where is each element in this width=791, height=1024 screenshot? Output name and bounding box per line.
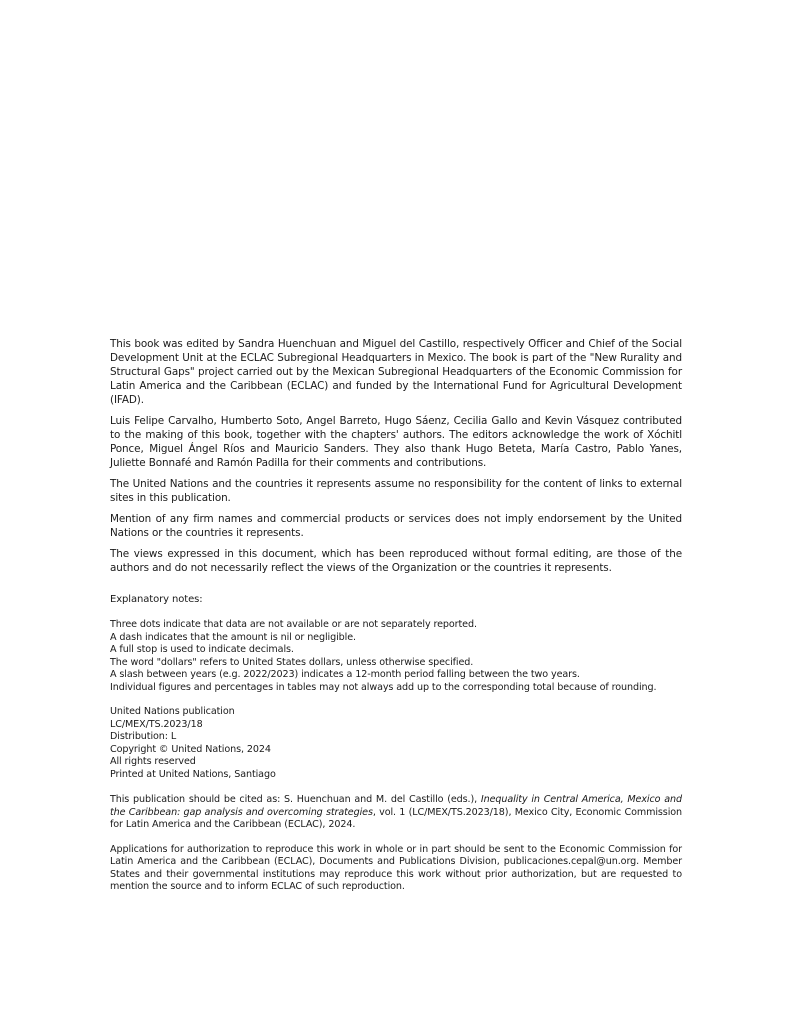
citation-title: Inequality in Central America, Mexico and the Caribbean: gap analysis and overcoming strategies [110, 794, 682, 818]
note-item: A full stop is used to indicate decimals. [110, 644, 294, 655]
note-item: Three dots indicate that data are not available or are not separately reported. [110, 619, 477, 630]
rights-reserved: All rights reserved [110, 756, 196, 767]
note-item: The word "dollars" refers to United States dollars, unless otherwise specified. [110, 656, 474, 668]
citation-suffix: , vol. 1 (LC/MEX/TS.2023/18), Mexico City, Economic Commission for Latin America and the Caribbean (ECLAC), 2024. [110, 806, 683, 830]
publication-type: United Nations publication [110, 706, 235, 717]
contributors-paragraph: Luis Felipe Carvalho, Humberto Soto, Angel Barreto, Hugo Sáenz, Cecilia Gallo and Kevin Vásquez contributed to the making of this book, together with the chapters' authors. The editors acknowledge the work of Xóchitl Ponce, Miguel Ángel Ríos and Mauricio Sanders. They also thank Hugo Beteta, María Castro, Pablo Yanes, Juliette Bonnafé and Ramón Padilla for their comments and contributions. [110, 415, 682, 469]
explanatory-notes [110, 594, 682, 694]
notes-title: Explanatory notes: [110, 594, 203, 605]
links-disclaimer: The United Nations and the countries it represents assume no responsibility for the content of links to external sites in this publication. [110, 478, 682, 504]
citation [110, 794, 682, 832]
printed-at: Printed at United Nations, Santiago [110, 768, 276, 780]
copyright: Copyright © United Nations, 2024 [110, 743, 271, 755]
note-item: A dash indicates that the amount is nil or negligible. [110, 631, 356, 643]
authorization-notice: Applications for authorization to reproduce this work in whole or in part should be sent to the Economic Commission for Latin America and the Caribbean (ECLAC), Documents and Publications Division, publicaciones.cepal@un.org. Member States and their governmental institutions may reproduce this work without prior authorization, but are requested to mention the source and to inform ECLAC of such reproduction. [110, 843, 682, 892]
copyright-page [110, 337, 682, 894]
distribution: Distribution: L [110, 731, 177, 742]
editors-paragraph: This book was edited by Sandra Huenchuan and Miguel del Castillo, respectively Officer and Chief of the Social Development Unit at the ECLAC Subregional Headquarters in Mexico. The book is part of the "New Rurality and Structural Gaps" project carried out by the Mexican Subregional Headquarters of the Economic Commission for Latin America and the Caribbean (ECLAC) and funded by the International Fund for Agricultural Development (IFAD). [110, 338, 682, 406]
citation-prefix: This publication should be cited as: S. Huenchuan and M. del Castillo (eds.), [110, 794, 481, 805]
note-item: A slash between years (e.g. 2022/2023) indicates a 12-month period falling between the two years. [110, 669, 580, 680]
document-symbol: LC/MEX/TS.2023/18 [110, 718, 203, 730]
views-disclaimer: The views expressed in this document, which has been reproduced without formal editing, are those of the authors and do not necessarily reflect the views of the Organization or the countries it represents. [110, 548, 682, 574]
note-item: Individual figures and percentages in tables may not always add up to the corresponding total because of rounding. [110, 681, 657, 693]
endorsement-disclaimer: Mention of any firm names and commercial products or services does not imply endorsement by the United Nations or the countries it represents. [110, 513, 682, 539]
publication-info [110, 706, 682, 781]
